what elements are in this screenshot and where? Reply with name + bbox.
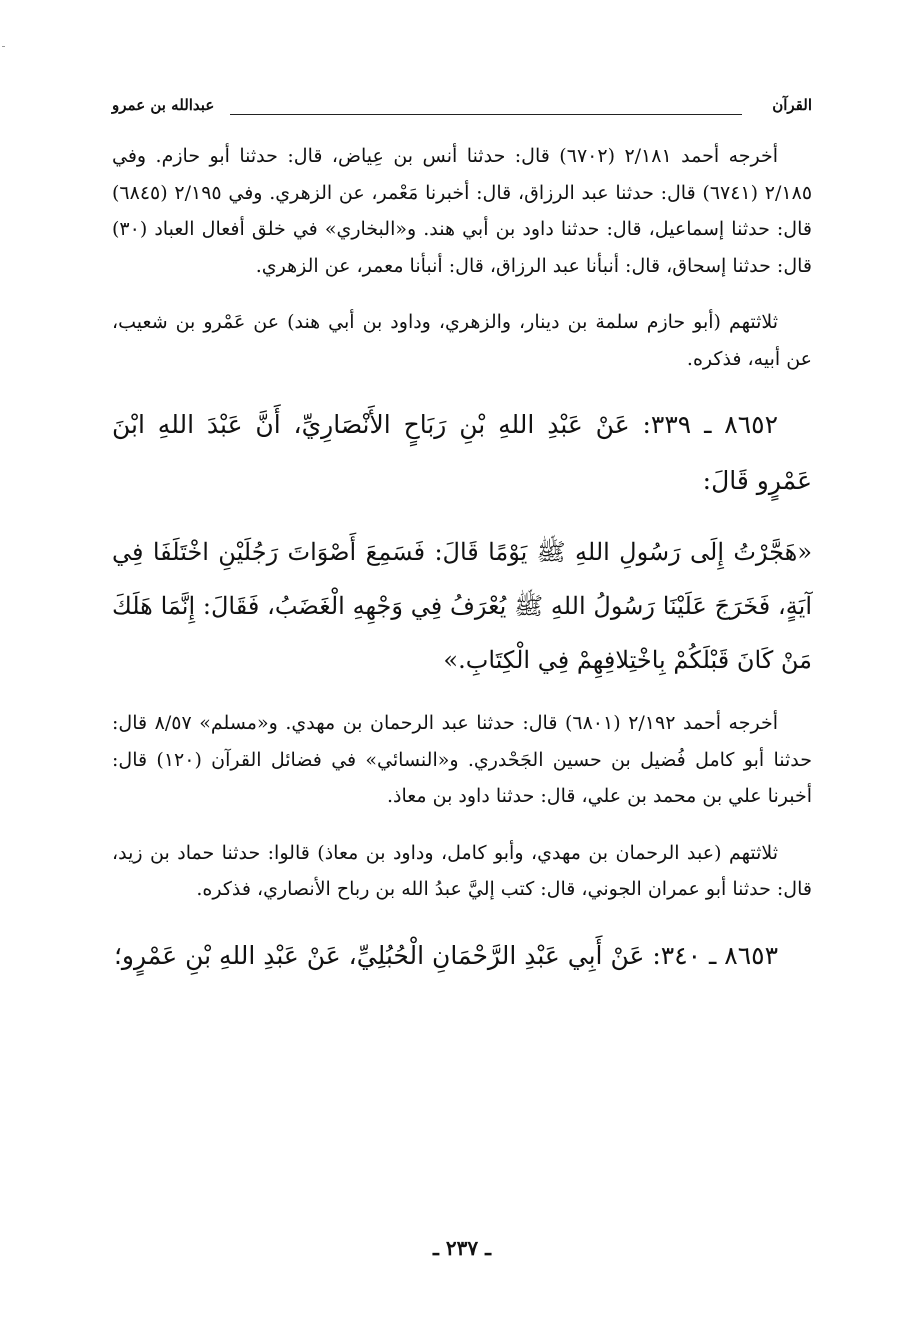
header-rule — [230, 114, 742, 115]
chain-paragraph: ثلاثتهم (عبد الرحمان بن مهدي، وأبو كامل، وداود بن معاذ) قالوا: حدثنا حماد بن زيد، قال: حدثنا أبو عمران الجوني، قال: كتب إليَّ عبدُ الله بن رباح الأنصاري، فذكره. — [112, 841, 812, 900]
running-header — [112, 96, 812, 124]
hadith-heading: ٨٦٥٢ ـ ٣٣٩: عَنْ عَبْدِ اللهِ بْنِ رَبَاحٍ الأَنْصَارِيِّ، أَنَّ عَبْدَ اللهِ ابْنَ عَمْرٍو قَالَ: — [112, 410, 812, 495]
hadith-heading: ٨٦٥٣ ـ ٣٤٠: عَنْ أَبِي عَبْدِ الرَّحْمَانِ الْحُبُلِيِّ، عَنْ عَبْدِ اللهِ بْنِ عَمْرٍو؛ — [113, 940, 778, 970]
margin-mark — [2, 46, 5, 47]
takhrij-paragraph: أخرجه أحمد ٢/١٩٢ (٦٨٠١) قال: حدثنا عبد الرحمان بن مهدي. و«مسلم» ٨/٥٧ قال: حدثنا أبو كامل فُضيل بن حسين الجَحْدري. و«النسائي» في فضائل القرآن (١٢٠) قال: أخبرنا علي بن محمد بن علي، قال: حدثنا داود بن معاذ. — [112, 712, 812, 807]
page-number: ـ ٢٣٧ ـ — [433, 1236, 491, 1260]
chain-paragraph: ثلاثتهم (أبو حازم سلمة بن دينار، والزهري، وداود بن أبي هند) عن عَمْرو بن شعيب، عن أبيه، فذكره. — [112, 311, 812, 370]
header-chapter-title: عبدالله بن عمرو — [112, 96, 215, 114]
hadith-text: «هَجَّرْتُ إِلَى رَسُولِ اللهِ ﷺ يَوْمًا قَالَ: فَسَمِعَ أَصْوَاتَ رَجُلَيْنِ اخْتَلَفَا فِي آيَةٍ، فَخَرَجَ عَلَيْنَا رَسُولُ اللهِ ﷺ يُعْرَفُ فِي وَجْهِهِ الْغَضَبُ، فَقَالَ: إِنَّمَا هَلَكَ مَنْ كَانَ قَبْلَكُمْ بِاخْتِلافِهِمْ فِي الْكِتَابِ.» — [112, 538, 812, 674]
header-section-title: القرآن — [772, 96, 812, 114]
takhrij-paragraph: أخرجه أحمد ٢/١٨١ (٦٧٠٢) قال: حدثنا أنس بن عِياض، قال: حدثنا أبو حازم. وفي ٢/١٨٥ (٦٧٤١) قال: حدثنا عبد الرزاق، قال: أخبرنا مَعْمر، عن الزهري. وفي ٢/١٩٥ (٦٨٤٥) قال: حدثنا إسماعيل، قال: حدثنا داود بن أبي هند. و«البخاري» في خلق أفعال العباد (٣٠) قال: حدثنا إسحاق، قال: أنبأنا عبد الرزاق، قال: أنبأنا معمر، عن الزهري. — [112, 145, 813, 277]
main-text — [112, 138, 812, 1000]
